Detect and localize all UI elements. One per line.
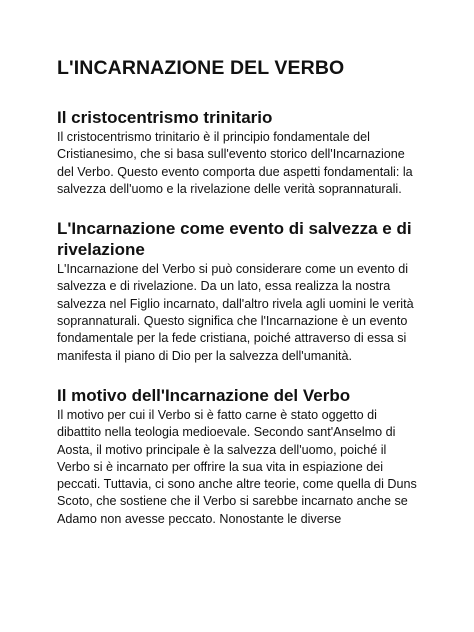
document-content [57, 56, 417, 548]
section-heading: Il cristocentrismo trinitario [57, 108, 273, 127]
document-title: L'INCARNAZIONE DEL VERBO [57, 57, 345, 79]
section-paragraph: Il cristocentrismo trinitario è il principio fondamentale del Cristianesimo, che si basa sull'evento storico dell'Incarnazione del Verbo. Questo evento comporta due aspetti fondamentali: la salvezza dell'uomo e la rivelazione delle verità soprannaturali. [57, 130, 413, 196]
section-heading: Il motivo dell'Incarnazione del Verbo [57, 385, 351, 405]
section-paragraph: Il motivo per cui il Verbo si è fatto carne è stato oggetto di dibattito nella teologia medioevale. Secondo sant'Anselmo di Aosta, il motivo principale è la salvezza dell'uomo, poiché il Verbo si è incarnato per offrire la sua vita in espiazione dei peccati. Tuttavia, ci sono anche altre teorie, come quella di Duns Scoto, che sostiene che il Verbo si sarebbe incarnato anche se Adamo non avesse peccato. Nonostante le diverse [57, 407, 417, 526]
section-paragraph: L'Incarnazione del Verbo si può considerare come un evento di salvezza e di rivelazione. Da un lato, essa realizza la nostra salvezza nel Figlio incarnato, dall'altro rivela agli uomini le verità soprannaturali. Questo significa che l'Incarnazione è un evento fondamentale per la fede cristiana, poiché attraverso di essa si manifesta il piano di Dio per la salvezza dell'umanità. [57, 262, 414, 363]
section-incarnazione-salvezza [57, 218, 417, 365]
section-heading: L'Incarnazione come evento di salvezza e di rivelazione [57, 219, 412, 260]
section-motivo-incarnazione [57, 385, 417, 528]
section-cristocentrismo [57, 107, 417, 198]
